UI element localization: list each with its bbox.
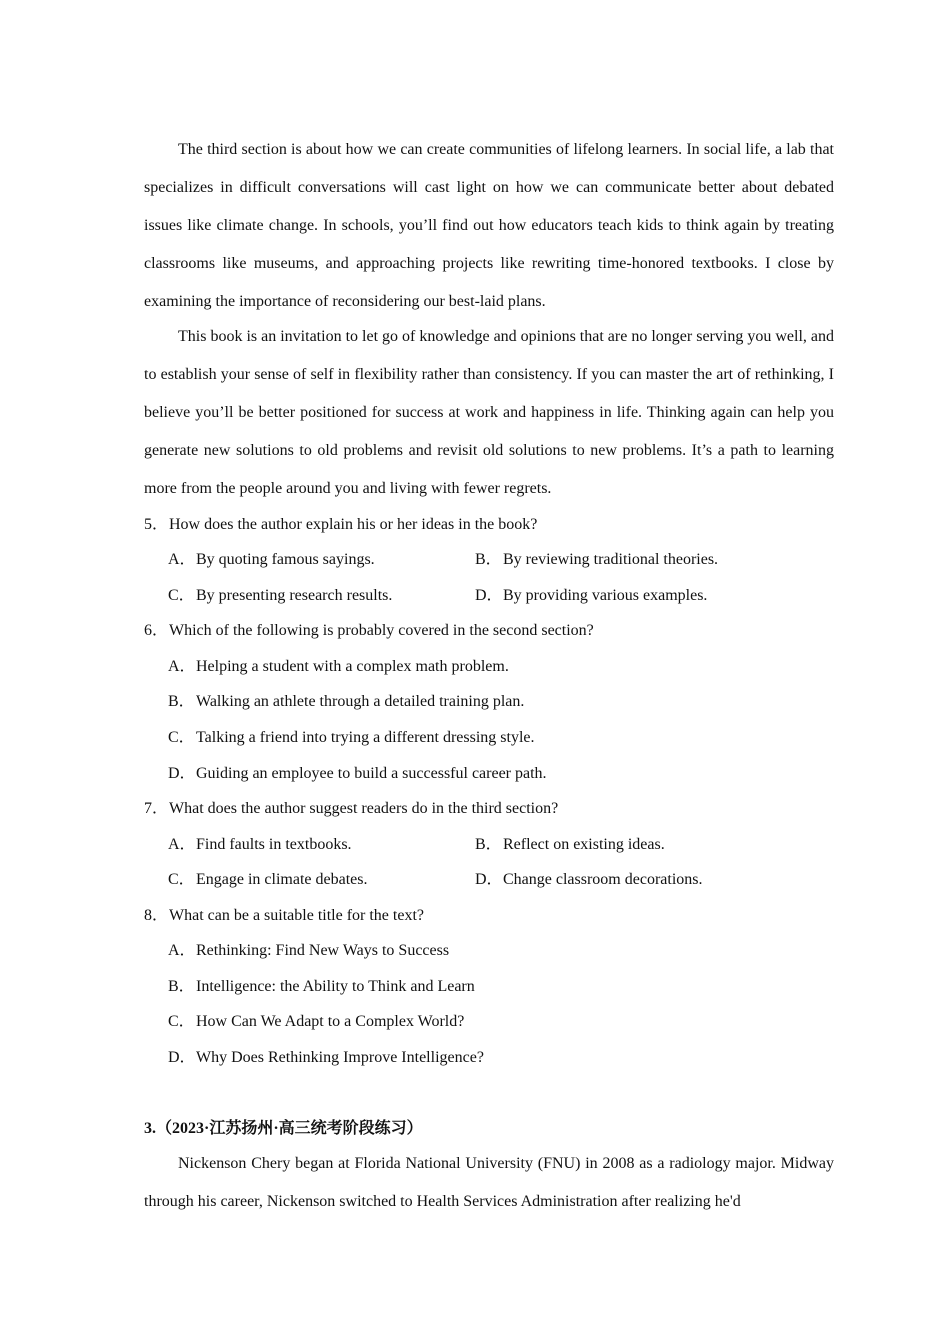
question-text: What can be a suitable title for the text?: [169, 907, 424, 924]
passage-paragraph: [144, 131, 834, 321]
question-5: [144, 515, 537, 535]
question-number: 8．: [144, 907, 169, 924]
section-heading: 3.（2023·江苏扬州·高三统考阶段练习）: [144, 1120, 423, 1137]
option-b: B．Intelligence: the Ability to Think and Learn: [168, 978, 475, 995]
option-d: D．Why Does Rethinking Improve Intelligence?: [168, 1049, 484, 1066]
option-a: A．Find faults in textbooks.: [168, 836, 352, 853]
option-c: C．How Can We Adapt to a Complex World?: [168, 1013, 465, 1030]
paragraph-text: Nickenson Chery began at Florida National University (FNU) in 2008 as a radiology major. Midway through his career, Nickenson switched to Health Services Administration after realizing he'd: [144, 1155, 834, 1210]
option-c: C．Talking a friend into trying a different dressing style.: [168, 729, 535, 746]
question-7: [144, 799, 558, 819]
question-text: How does the author explain his or her ideas in the book?: [169, 516, 538, 533]
question-number: 6．: [144, 622, 169, 639]
option-c: C．Engage in climate debates.: [168, 871, 368, 888]
question-number: 7．: [144, 800, 169, 817]
question-6: [144, 621, 594, 641]
option-d: D．Change classroom decorations.: [475, 871, 703, 888]
option-b: B．Reflect on existing ideas.: [475, 836, 665, 853]
option-d: D．Guiding an employee to build a successful career path.: [168, 765, 547, 782]
question-8: [144, 906, 424, 926]
option-a: A．Helping a student with a complex math problem.: [168, 658, 509, 675]
option-c: C．By presenting research results.: [168, 587, 393, 604]
option-a: A．By quoting famous sayings.: [168, 551, 375, 568]
paragraph-text: The third section is about how we can create communities of lifelong learners. In social life, a lab that specializes in difficult conversations will cast light on how we can communicate better about debated issues like climate change. In schools, you’ll find out how educators teach kids to think again by treating classrooms like museums, and approaching projects like rewriting time-honored textbooks. I close by examining the importance of reconsidering our best-laid plans.: [144, 141, 834, 310]
option-b: B．Walking an athlete through a detailed training plan.: [168, 693, 525, 710]
passage-paragraph: [144, 1145, 834, 1221]
passage-paragraph: [144, 318, 834, 508]
question-number: 5．: [144, 516, 169, 533]
option-a: A．Rethinking: Find New Ways to Success: [168, 942, 450, 959]
option-b: B．By reviewing traditional theories.: [475, 551, 719, 568]
question-text: Which of the following is probably covered in the second section?: [169, 622, 594, 639]
paragraph-text: This book is an invitation to let go of knowledge and opinions that are no longer serving you well, and to establish your sense of self in flexibility rather than consistency. If you can master the art of rethinking, I believe you’ll be better positioned for success at work and happiness in life. Thinking again can help you generate new solutions to old problems and revisit old solutions to new problems. It’s a path to learning more from the people around you and living with fewer regrets.: [144, 328, 834, 497]
option-d: D．By providing various examples.: [475, 587, 708, 604]
question-text: What does the author suggest readers do in the third section?: [169, 800, 559, 817]
